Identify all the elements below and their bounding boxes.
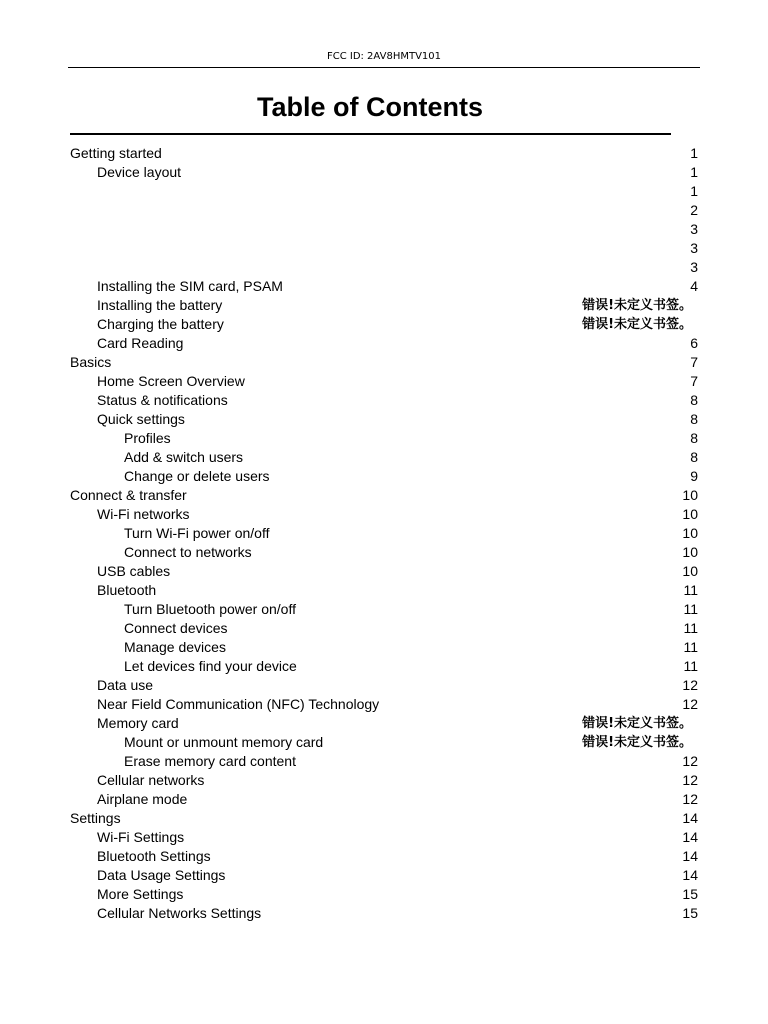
toc-entry[interactable]	[70, 410, 698, 429]
toc-entry-label: Cellular Networks Settings	[97, 905, 262, 921]
toc-entry-page-number: 1	[690, 183, 698, 199]
toc-entry-label: USB cables	[97, 563, 171, 579]
toc-entry[interactable]	[70, 372, 698, 391]
toc-entry-page-number: 12	[682, 772, 698, 788]
toc-entry[interactable]	[70, 391, 698, 410]
toc-entry-page-number: 12	[682, 753, 698, 769]
toc-entry-label: Profiles	[124, 430, 171, 446]
toc-entry-page-number: 11	[683, 658, 698, 674]
toc-entry[interactable]	[70, 581, 698, 600]
toc-entry-page-number: 12	[682, 791, 698, 807]
toc-entry-label: Bluetooth Settings	[97, 848, 211, 864]
toc-entry[interactable]	[70, 448, 698, 467]
toc-entry-page-number: 12	[682, 696, 698, 712]
toc-entry[interactable]	[70, 277, 698, 296]
toc-entry-page-number: 15	[682, 905, 698, 921]
toc-entry-label: Installing the battery	[97, 297, 223, 313]
toc-entry[interactable]	[70, 144, 698, 163]
toc-entry-page-number: 15	[682, 886, 698, 902]
toc-entry-label: Turn Wi-Fi power on/off	[124, 525, 270, 541]
toc-entry-page-number: 14	[682, 867, 698, 883]
toc-entry-bookmark-error: 错误!未定义书签。	[582, 298, 692, 313]
toc-entry-page-number: 11	[683, 601, 698, 617]
toc-entry-page-number: 10	[682, 525, 698, 541]
toc-entry[interactable]	[70, 353, 698, 372]
toc-entry-page-number: 6	[690, 335, 698, 351]
table-of-contents	[70, 144, 698, 923]
toc-entry-label: Add & switch users	[124, 449, 244, 465]
toc-entry-label: Erase memory card content	[124, 753, 296, 769]
toc-entry-page-number: 1	[690, 145, 698, 161]
toc-entry-label: Manage devices	[124, 639, 226, 655]
toc-entry[interactable]	[70, 600, 698, 619]
toc-entry-page-number: 14	[682, 848, 698, 864]
toc-entry-page-number: 8	[690, 411, 698, 427]
toc-entry[interactable]	[70, 258, 698, 277]
toc-entry[interactable]	[70, 695, 698, 714]
toc-entry-label: Installing the SIM card, PSAM	[97, 278, 283, 294]
toc-entry-page-number: 11	[683, 620, 698, 636]
toc-entry-label: Basics	[70, 354, 112, 370]
toc-entry-label: Wi-Fi networks	[97, 506, 190, 522]
toc-entry-label: Home Screen Overview	[97, 373, 245, 389]
toc-entry-label: Getting started	[70, 145, 162, 161]
toc-entry-page-number: 9	[690, 468, 698, 484]
toc-entry-label: Memory card	[97, 715, 179, 731]
toc-entry[interactable]	[70, 619, 698, 638]
toc-entry-page-number: 10	[682, 487, 698, 503]
toc-entry-label: Connect devices	[124, 620, 228, 636]
toc-entry-label: Status & notifications	[97, 392, 228, 408]
toc-entry-page-number: 3	[690, 221, 698, 237]
toc-entry-page-number: 2	[690, 202, 698, 218]
toc-entry-bookmark-error: 错误!未定义书签。	[582, 735, 692, 750]
toc-entry[interactable]	[70, 239, 698, 258]
toc-entry[interactable]	[70, 809, 698, 828]
toc-entry[interactable]	[70, 201, 698, 220]
toc-entry-label: Mount or unmount memory card	[124, 734, 324, 750]
toc-entry[interactable]	[70, 486, 698, 505]
toc-entry[interactable]	[70, 828, 698, 847]
toc-entry-label: Turn Bluetooth power on/off	[124, 601, 296, 617]
toc-entry[interactable]	[70, 315, 698, 334]
toc-entry[interactable]	[70, 733, 698, 752]
toc-entry[interactable]	[70, 296, 698, 315]
toc-entry[interactable]	[70, 790, 698, 809]
toc-entry-label: Let devices find your device	[124, 658, 297, 674]
toc-entry-page-number: 10	[682, 563, 698, 579]
toc-entry[interactable]	[70, 714, 698, 733]
toc-entry-page-number: 8	[690, 430, 698, 446]
page-header: FCC ID: 2AV8HMTV101	[326, 51, 442, 62]
toc-entry-bookmark-error: 错误!未定义书签。	[582, 317, 692, 332]
toc-entry[interactable]	[70, 752, 698, 771]
toc-entry[interactable]	[70, 847, 698, 866]
toc-entry-label: Bluetooth	[97, 582, 157, 598]
toc-entry[interactable]	[70, 638, 698, 657]
toc-entry-label: Data Usage Settings	[97, 867, 226, 883]
toc-entry-bookmark-error: 错误!未定义书签。	[582, 716, 692, 731]
toc-entry-label: Near Field Communication (NFC) Technology	[97, 696, 380, 712]
toc-entry-label: Change or delete users	[124, 468, 270, 484]
toc-entry-page-number: 12	[682, 677, 698, 693]
toc-entry-page-number: 10	[682, 544, 698, 560]
toc-entry-label: Connect to networks	[124, 544, 252, 560]
toc-entry[interactable]	[70, 676, 698, 695]
toc-entry[interactable]	[70, 334, 698, 353]
title-divider	[70, 133, 671, 135]
toc-entry[interactable]	[70, 771, 698, 790]
toc-entry-label: Wi-Fi Settings	[97, 829, 185, 845]
page-title: Table of Contents	[257, 92, 483, 122]
toc-entry-page-number: 8	[690, 449, 698, 465]
toc-entry[interactable]	[70, 657, 698, 676]
toc-entry-label: Data use	[97, 677, 154, 693]
toc-entry[interactable]	[70, 885, 698, 904]
toc-entry[interactable]	[70, 505, 698, 524]
toc-entry-page-number: 3	[690, 240, 698, 256]
toc-entry[interactable]	[70, 220, 698, 239]
toc-entry-page-number: 11	[683, 582, 698, 598]
toc-entry-label: Cellular networks	[97, 772, 205, 788]
toc-entry-label: Card Reading	[97, 335, 184, 351]
toc-entry-page-number: 14	[682, 810, 698, 826]
toc-entry[interactable]	[70, 524, 698, 543]
toc-entry[interactable]	[70, 866, 698, 885]
toc-entry-page-number: 14	[682, 829, 698, 845]
toc-entry[interactable]	[70, 163, 698, 182]
toc-entry-page-number: 10	[682, 506, 698, 522]
toc-entry-page-number: 4	[690, 278, 698, 294]
toc-entry-page-number: 11	[683, 639, 698, 655]
toc-entry-label: Device layout	[97, 164, 182, 180]
toc-entry-page-number: 8	[690, 392, 698, 408]
toc-entry[interactable]	[70, 543, 698, 562]
toc-entry[interactable]	[70, 562, 698, 581]
toc-entry-label: Connect & transfer	[70, 487, 187, 503]
toc-entry[interactable]	[70, 429, 698, 448]
toc-entry-label: Airplane mode	[97, 791, 188, 807]
toc-entry-label: More Settings	[97, 886, 184, 902]
header-divider	[68, 67, 700, 68]
toc-entry-page-number: 7	[690, 354, 698, 370]
toc-entry-page-number: 7	[690, 373, 698, 389]
toc-entry-label: Settings	[70, 810, 121, 826]
toc-entry[interactable]	[70, 182, 698, 201]
toc-entry[interactable]	[70, 467, 698, 486]
toc-entry-label: Quick settings	[97, 411, 185, 427]
toc-entry-label: Charging the battery	[97, 316, 224, 332]
toc-entry-page-number: 1	[690, 164, 698, 180]
toc-entry[interactable]	[70, 904, 698, 923]
toc-entry-page-number: 3	[690, 259, 698, 275]
